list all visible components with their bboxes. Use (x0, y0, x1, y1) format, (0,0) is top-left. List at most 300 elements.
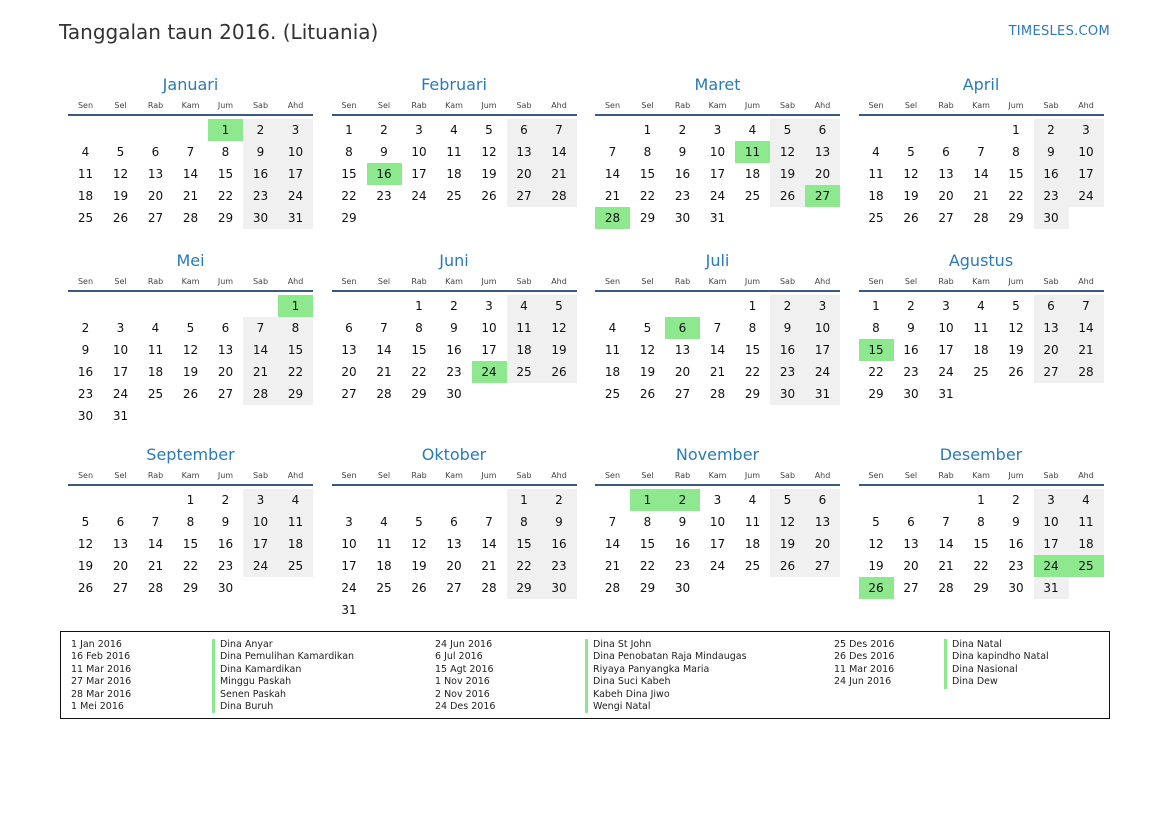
empty-cell (68, 295, 103, 317)
day-cell: 2 (678, 123, 687, 137)
weekday-header: Sab (516, 277, 532, 286)
day-cell: 7 (1069, 295, 1104, 317)
day-cell: 11 (278, 511, 313, 533)
day-cell: 4 (278, 489, 313, 511)
holiday-day: 25 (1069, 555, 1104, 577)
month-mei (68, 250, 313, 444)
day-cell: 15 (507, 533, 542, 555)
weekday-header: Sen (868, 277, 884, 286)
day-cell: 13 (112, 537, 129, 551)
day-cell: 27 (217, 387, 234, 401)
weekday-header: Sel (377, 471, 391, 480)
day-cell: 2 (243, 119, 278, 141)
day-cell: 9 (221, 515, 230, 529)
legend-holiday-name: Dina Buruh (212, 701, 354, 713)
day-cell: 13 (217, 343, 234, 357)
month-februari (332, 74, 577, 250)
weekday-header: Jum (1008, 101, 1024, 110)
day-cell: 24 (278, 185, 313, 207)
day-cell: 25 (77, 211, 94, 225)
weekday-header: Ahd (287, 277, 304, 286)
day-cell: 18 (278, 533, 313, 555)
day-cell: 14 (1069, 317, 1104, 339)
day-cell: 7 (608, 515, 617, 529)
month-name: Oktober (421, 445, 487, 464)
day-cell: 7 (942, 515, 950, 529)
day-cell: 30 (243, 207, 278, 229)
day-cell: 31 (341, 603, 357, 617)
day-cell: 7 (186, 145, 195, 159)
day-cell: 12 (481, 145, 497, 159)
day-cell: 23 (243, 185, 278, 207)
day-grid (68, 119, 313, 229)
day-cell: 24 (1069, 185, 1104, 207)
day-cell: 19 (77, 559, 94, 573)
day-cell: 7 (485, 515, 493, 529)
day-cell: 21 (938, 559, 954, 573)
day-cell: 27 (938, 211, 954, 225)
weekday-header: Jum (481, 277, 497, 286)
day-cell: 14 (973, 167, 989, 181)
holiday-day: 6 (665, 317, 700, 339)
weekday-header: Jum (1008, 471, 1024, 480)
day-cell: 22 (1008, 189, 1024, 203)
weekday-header: Ahd (287, 471, 304, 480)
day-cell: 30 (1034, 207, 1069, 229)
day-cell: 9 (1034, 141, 1069, 163)
day-cell: 4 (450, 123, 458, 137)
day-cell: 1 (1012, 123, 1020, 137)
day-cell: 29 (744, 387, 761, 401)
weekday-header: Kam (181, 471, 200, 480)
month-name: Januari (162, 75, 219, 94)
month-desember (859, 444, 1104, 634)
day-cell: 19 (903, 189, 919, 203)
day-grid (332, 119, 577, 229)
empty-cell (472, 489, 507, 511)
day-cell: 29 (639, 211, 656, 225)
day-cell: 18 (868, 189, 884, 203)
month-juli (595, 250, 840, 444)
day-cell: 17 (805, 339, 840, 361)
month-name: April (962, 75, 1000, 94)
day-cell: 16 (542, 533, 577, 555)
day-cell: 30 (446, 387, 462, 401)
day-cell: 21 (542, 163, 577, 185)
weekday-header: Sen (604, 101, 621, 110)
day-cell: 17 (481, 343, 497, 357)
day-cell: 15 (411, 343, 427, 357)
legend-holiday-name: Dina Natal (944, 639, 1049, 651)
day-cell: 13 (1034, 317, 1069, 339)
empty-cell (103, 489, 138, 511)
legend-names-col-1 (212, 639, 354, 713)
month-name: Februari (421, 75, 487, 94)
day-cell: 10 (1034, 511, 1069, 533)
day-cell: 25 (507, 361, 542, 383)
day-cell: 26 (112, 211, 129, 225)
day-cell: 10 (243, 511, 278, 533)
day-cell: 16 (243, 163, 278, 185)
empty-cell (103, 295, 138, 317)
day-cell: 3 (278, 119, 313, 141)
day-cell: 24 (112, 387, 129, 401)
day-cell: 28 (709, 387, 726, 401)
day-cell: 6 (805, 489, 840, 511)
weekday-header: Ahd (814, 101, 831, 110)
weekday-header: Sab (516, 101, 532, 110)
day-cell: 28 (1069, 361, 1104, 383)
weekday-header: Sel (641, 277, 654, 286)
weekday-header: Sen (868, 471, 884, 480)
day-cell: 4 (748, 493, 757, 507)
day-cell: 11 (868, 167, 884, 181)
day-cell: 10 (411, 145, 427, 159)
legend-holiday-name: Dina Suci Kabeh (585, 676, 747, 688)
day-cell: 27 (903, 581, 919, 595)
day-cell: 13 (674, 343, 691, 357)
weekday-header: Ahd (814, 471, 831, 480)
day-cell: 9 (907, 321, 915, 335)
day-cell: 27 (805, 555, 840, 577)
legend-holiday-name: Dina Kamardikan (212, 664, 354, 676)
day-cell: 20 (446, 559, 462, 573)
day-cell: 28 (973, 211, 989, 225)
day-cell: 27 (446, 581, 462, 595)
day-cell: 12 (411, 537, 427, 551)
weekday-header: Rab (147, 101, 164, 110)
weekday-header: Sab (252, 101, 269, 110)
weekday-header: Kam (445, 101, 463, 110)
day-cell: 10 (112, 343, 129, 357)
day-cell: 6 (1034, 295, 1069, 317)
day-cell: 5 (872, 515, 880, 529)
day-cell: 28 (542, 185, 577, 207)
day-cell: 28 (938, 581, 954, 595)
day-cell: 13 (446, 537, 462, 551)
day-cell: 20 (903, 559, 919, 573)
day-grid (68, 295, 313, 427)
day-cell: 8 (415, 321, 423, 335)
day-cell: 30 (674, 581, 691, 595)
day-cell: 18 (77, 189, 94, 203)
weekday-header: Sen (604, 471, 621, 480)
day-cell: 10 (805, 317, 840, 339)
day-cell: 1 (977, 493, 985, 507)
empty-cell (630, 295, 665, 317)
day-cell: 3 (713, 123, 722, 137)
weekday-header-row (332, 99, 577, 116)
legend-date: 27 Mar 2016 (71, 676, 132, 688)
day-cell: 16 (77, 365, 94, 379)
empty-cell (665, 295, 700, 317)
day-cell: 13 (805, 511, 840, 533)
empty-cell (332, 295, 367, 317)
month-agustus (859, 250, 1104, 444)
day-cell: 24 (709, 189, 726, 203)
day-cell: 24 (709, 559, 726, 573)
day-cell: 26 (481, 189, 497, 203)
weekday-header: Sel (377, 101, 391, 110)
legend-date: 11 Mar 2016 (71, 663, 132, 675)
weekday-header: Jum (217, 101, 234, 110)
day-cell: 8 (186, 515, 195, 529)
empty-cell (68, 119, 103, 141)
weekday-header-row (595, 469, 840, 486)
empty-cell (595, 489, 630, 511)
weekday-header: Ahd (1078, 277, 1094, 286)
legend-date: 11 Mar 2016 (834, 663, 895, 675)
day-cell: 21 (147, 559, 164, 573)
day-cell: 5 (770, 119, 805, 141)
day-cell: 13 (805, 141, 840, 163)
day-cell: 22 (973, 559, 989, 573)
day-cell: 17 (709, 167, 726, 181)
day-cell: 22 (744, 365, 761, 379)
day-cell: 15 (182, 537, 199, 551)
calendar-grid (68, 74, 1102, 634)
day-cell: 10 (341, 537, 357, 551)
day-cell: 9 (1012, 515, 1020, 529)
day-cell: 2 (907, 299, 915, 313)
day-cell: 12 (1008, 321, 1024, 335)
day-cell: 13 (507, 141, 542, 163)
day-cell: 17 (1069, 163, 1104, 185)
day-cell: 21 (604, 189, 621, 203)
month-oktober (332, 444, 577, 634)
weekday-header: Sen (341, 277, 357, 286)
day-cell: 18 (744, 167, 761, 181)
legend-dates-col-2 (435, 639, 495, 713)
weekday-header: Rab (938, 101, 954, 110)
holiday-day: 24 (472, 361, 507, 383)
day-cell: 16 (1008, 537, 1024, 551)
day-cell: 17 (112, 365, 129, 379)
day-cell: 31 (709, 211, 726, 225)
day-cell: 25 (868, 211, 884, 225)
day-cell: 30 (542, 577, 577, 599)
day-grid (68, 489, 313, 599)
day-cell: 20 (147, 189, 164, 203)
day-cell: 5 (907, 145, 915, 159)
weekday-header: Sel (904, 471, 918, 480)
day-cell: 22 (868, 365, 884, 379)
day-cell: 9 (380, 145, 388, 159)
day-cell: 22 (639, 189, 656, 203)
day-cell: 19 (639, 365, 656, 379)
month-januari (68, 74, 313, 250)
day-cell: 23 (903, 365, 919, 379)
day-cell: 27 (507, 185, 542, 207)
day-cell: 31 (938, 387, 954, 401)
day-cell: 14 (376, 343, 392, 357)
day-cell: 19 (182, 365, 199, 379)
day-cell: 18 (604, 365, 621, 379)
day-cell: 11 (376, 537, 392, 551)
day-cell: 13 (147, 167, 164, 181)
day-cell: 9 (243, 141, 278, 163)
holiday-legend (60, 631, 1110, 719)
weekday-header-row (859, 99, 1104, 116)
day-cell: 21 (709, 365, 726, 379)
day-cell: 18 (973, 343, 989, 357)
empty-cell (700, 295, 735, 317)
day-cell: 9 (770, 317, 805, 339)
weekday-header: Kam (181, 277, 200, 286)
day-cell: 14 (604, 167, 621, 181)
day-cell: 26 (411, 581, 427, 595)
day-cell: 4 (380, 515, 388, 529)
day-cell: 25 (973, 365, 989, 379)
day-cell: 11 (744, 515, 761, 529)
day-cell: 23 (542, 555, 577, 577)
day-cell: 6 (116, 515, 125, 529)
day-cell: 24 (411, 189, 427, 203)
empty-cell (595, 119, 630, 141)
day-cell: 7 (243, 317, 278, 339)
weekday-header: Ahd (551, 101, 567, 110)
day-cell: 6 (151, 145, 160, 159)
day-cell: 18 (744, 537, 761, 551)
brand-link[interactable]: TIMESLES.COM (1008, 24, 1110, 39)
day-cell: 23 (770, 361, 805, 383)
holiday-day: 1 (208, 119, 243, 141)
weekday-header-row (68, 469, 313, 486)
weekday-header: Jum (744, 277, 761, 286)
legend-holiday-name: Riyaya Panyangka Maria (585, 664, 747, 676)
holiday-day: 24 (1034, 555, 1069, 577)
day-cell: 22 (217, 189, 234, 203)
weekday-header: Sab (252, 471, 269, 480)
day-cell: 18 (446, 167, 462, 181)
day-cell: 9 (450, 321, 458, 335)
empty-cell (437, 489, 472, 511)
legend-names-col-3 (944, 639, 1049, 689)
day-cell: 11 (604, 343, 621, 357)
day-cell: 7 (713, 321, 722, 335)
legend-holiday-name: Wengi Natal (585, 701, 747, 713)
day-cell: 27 (147, 211, 164, 225)
day-grid (859, 295, 1104, 405)
weekday-header: Sab (516, 471, 532, 480)
day-cell: 12 (903, 167, 919, 181)
day-cell: 4 (81, 145, 90, 159)
day-cell: 27 (1034, 361, 1069, 383)
weekday-header: Ahd (551, 471, 567, 480)
day-cell: 12 (182, 343, 199, 357)
weekday-header: Sen (341, 471, 357, 480)
legend-date: 1 Nov 2016 (435, 676, 490, 688)
weekday-header: Sel (904, 277, 918, 286)
day-cell: 17 (341, 559, 357, 573)
day-cell: 10 (709, 145, 726, 159)
weekday-header: Ahd (287, 101, 304, 110)
day-grid (595, 489, 840, 599)
day-cell: 20 (938, 189, 954, 203)
weekday-header: Sen (868, 101, 884, 110)
day-cell: 19 (770, 163, 805, 185)
day-cell: 3 (116, 321, 125, 335)
day-cell: 6 (345, 321, 353, 335)
day-cell: 24 (243, 555, 278, 577)
day-cell: 3 (345, 515, 353, 529)
day-cell: 17 (709, 537, 726, 551)
weekday-header-row (68, 99, 313, 116)
day-cell: 4 (872, 145, 880, 159)
day-cell: 26 (182, 387, 199, 401)
day-cell: 14 (938, 537, 954, 551)
day-cell: 28 (243, 383, 278, 405)
day-cell: 19 (112, 189, 129, 203)
day-cell: 29 (217, 211, 234, 225)
day-cell: 21 (182, 189, 199, 203)
empty-cell (138, 489, 173, 511)
day-cell: 14 (147, 537, 164, 551)
day-cell: 23 (217, 559, 234, 573)
day-cell: 25 (376, 581, 392, 595)
legend-holiday-name: Minggu Paskah (212, 676, 354, 688)
empty-cell (595, 295, 630, 317)
weekday-header: Kam (181, 101, 200, 110)
weekday-header: Kam (445, 277, 463, 286)
weekday-header-row (332, 469, 577, 486)
day-cell: 21 (376, 365, 392, 379)
day-cell: 19 (770, 533, 805, 555)
holiday-day: 11 (735, 141, 770, 163)
day-cell: 14 (243, 339, 278, 361)
day-cell: 26 (542, 361, 577, 383)
day-grid (859, 489, 1104, 599)
day-cell: 28 (481, 581, 497, 595)
weekday-header: Jum (481, 471, 497, 480)
weekday-header: Sab (779, 101, 796, 110)
day-cell: 16 (217, 537, 234, 551)
legend-dates-col-1 (71, 639, 131, 713)
day-cell: 28 (182, 211, 199, 225)
day-cell: 21 (604, 559, 621, 573)
weekday-header: Kam (972, 101, 990, 110)
day-cell: 3 (1034, 489, 1069, 511)
weekday-header: Jum (744, 471, 761, 480)
day-cell: 28 (147, 581, 164, 595)
day-cell: 4 (1069, 489, 1104, 511)
day-cell: 16 (674, 167, 691, 181)
month-juni (332, 250, 577, 444)
empty-cell (138, 295, 173, 317)
month-name: Desember (939, 445, 1023, 464)
day-cell: 14 (542, 141, 577, 163)
day-cell: 20 (507, 163, 542, 185)
day-cell: 31 (1034, 577, 1069, 599)
legend-date: 16 Feb 2016 (71, 651, 131, 663)
holiday-day: 28 (595, 207, 630, 229)
day-cell: 11 (507, 317, 542, 339)
day-cell: 20 (1034, 339, 1069, 361)
weekday-header: Rab (674, 101, 691, 110)
day-cell: 5 (485, 123, 493, 137)
day-cell: 18 (1069, 533, 1104, 555)
day-cell: 19 (542, 339, 577, 361)
weekday-header: Sen (77, 471, 94, 480)
day-cell: 13 (903, 537, 919, 551)
month-name: September (146, 445, 235, 464)
day-cell: 12 (770, 511, 805, 533)
day-cell: 12 (770, 141, 805, 163)
day-cell: 26 (77, 581, 94, 595)
day-cell: 9 (678, 145, 687, 159)
day-cell: 9 (678, 515, 687, 529)
day-cell: 23 (376, 189, 392, 203)
